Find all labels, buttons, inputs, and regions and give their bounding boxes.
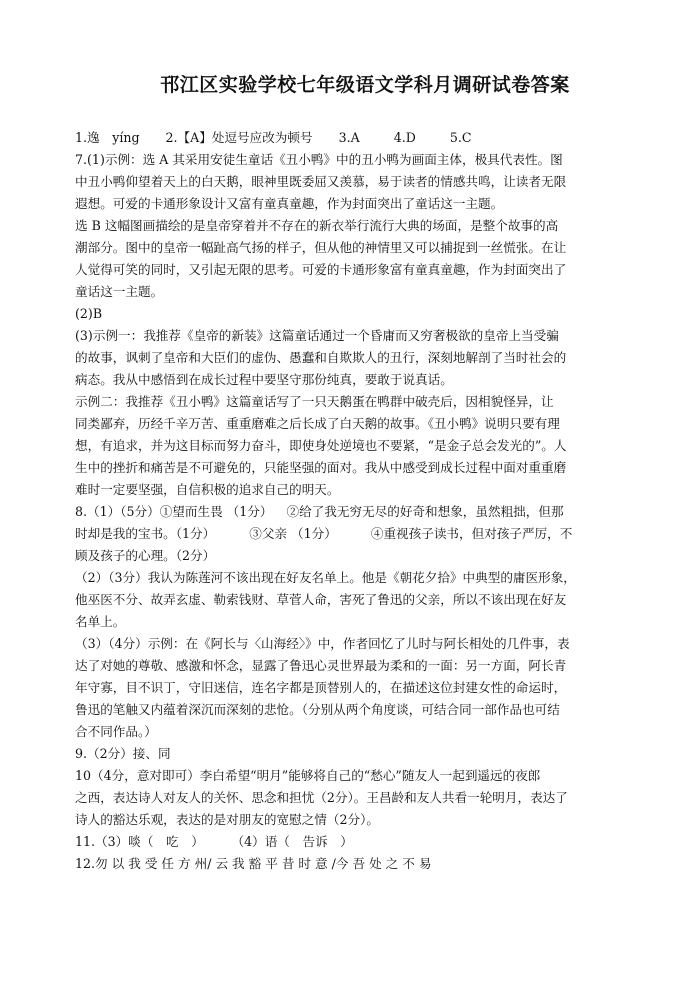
q8-part1-item4: ④重视孩子读书，但对孩子严厉，不: [370, 526, 573, 541]
text-line: 的故事，讽刺了皇帝和大臣们的虚伪、愚蠢和自欺欺人的丑行，深刻地解剖了当时社会的: [75, 350, 567, 365]
text-line: 他巫医不分、故弄玄虚、勒索钱财、草菅人命，害死了鲁迅的父亲，所以不该出现在好友: [75, 592, 567, 607]
text-line: 童话这一主题。: [75, 284, 164, 299]
text-line: 遐想。可爱的卡通形象设计又富有童真童趣，作为封面突出了童话这一主题。: [75, 196, 504, 211]
text-line: （2）（3分）我认为陈莲河不该出现在好友名单上。他是《朝花夕拾》中典型的庸医形象，: [75, 570, 576, 585]
text-line: 合不同作品。）: [75, 724, 157, 739]
text-line: [75, 501, 641, 523]
text-line: 中丑小鸭仰望着天上的白天鹅，眼神里既委屈又羡慕，易于读者的情感共鸣，让读者无限: [75, 174, 567, 189]
text-line: 年守寡，目不识丁，守旧迷信，连名字都是顶替别人的，在描述这位封建女性的命运时，: [75, 680, 567, 695]
answer-q10: [75, 765, 641, 831]
text-line: 人觉得可笑的同时，又引起无限的思考。可爱的卡通形象富有童真童趣，作为封面突出了: [75, 262, 567, 277]
text-line: 10（4分，意对即可）李白希望“明月”能够将自己的“愁心”随友人一起到遥远的夜郎: [75, 768, 541, 783]
q11-item3: 11.（3）啖（ 吃 ）: [75, 834, 204, 849]
answer-q7: [75, 149, 641, 501]
q8-part1-item2-cont: 时却是我的宝书。（1分）: [75, 526, 216, 541]
q11-item4: （4）语（ 告诉 ）: [237, 834, 353, 849]
text-line: 选 B 这幅图画描绘的是皇帝穿着并不存在的新衣举行流行大典的场面，是整个故事的高: [75, 218, 559, 233]
text-line: 病态。我从中感悟到在成长过程中要坚守那份纯真，要敢于说真话。: [75, 372, 453, 387]
answers-q1-q5: [75, 127, 641, 149]
answer-q3: 3.A: [338, 130, 360, 145]
answer-q5: 5.C: [449, 130, 472, 145]
text-line: 之西，表达诗人对友人的关怀、思念和担忧（2分）。王昌龄和友人共看一轮明月，表达了: [75, 790, 568, 805]
page-title: 邗江区实验学校七年级语文学科月调研试卷答案: [160, 74, 570, 96]
text-line: 示例二：我推荐《丑小鸭》这篇童话写了一只天鹅蛋在鸭群中破壳后，因相貌怪异，让: [75, 394, 554, 409]
text-line: （3）（4分）示例：在《阿长与〈山海经〉》中，作者回忆了儿时与阿长相处的几件事，表: [75, 636, 570, 651]
text-line: (2)B: [75, 306, 103, 321]
text-line: 名单上。: [75, 614, 126, 629]
text-line: [75, 523, 641, 545]
text-line: 达了对她的尊敬、感激和怀念，显露了鲁迅心灵世界最为柔和的一面：另一方面，阿长青: [75, 658, 567, 673]
answer-q8: [75, 501, 641, 743]
text-line: 同类鄙弃，历经千辛万苦、重重磨难之后长成了白天鹅的故事。《丑小鸭》说明只要有理: [75, 416, 560, 431]
answer-q11: [75, 831, 641, 853]
text-line: 潮部分。图中的皇帝一幅趾高气扬的样子，但从他的神情里又可以捕捉到一丝慌张。在让: [75, 240, 567, 255]
text-line: 难时一定要坚强，自信积极的追求自己的明天。: [75, 482, 340, 497]
q8-part1-item1: 8.（1）（5分）①望而生畏 （1分）: [75, 504, 273, 519]
text-line: 诗人的豁达乐观，表达的是对朋友的宽慰之情（2分）。: [75, 812, 379, 827]
text-line: 7.(1)示例：选 A 其采用安徒生童话《丑小鸭》中的丑小鸭为画面主体，极具代表性。图: [75, 152, 563, 167]
text-line: 想，有追求，并为这目标而努力奋斗，即使身处逆境也不要紧，“是金子总会发光的”。人: [75, 438, 567, 453]
answer-q4: 4.D: [393, 130, 416, 145]
answer-q9: 9.（2分）接、同: [75, 746, 171, 761]
answer-q12: 12.勿 以 我 受 任 方 州/ 云 我 豁 平 昔 时 意 /今 吾 处 之 不 易: [75, 856, 432, 871]
answer-q1: 1.逸 yíng: [75, 130, 140, 145]
q8-part1-item2: ②给了我无穷无尽的好奇和想象，虽然粗拙，但那: [286, 504, 564, 519]
text-line: 顾及孩子的心理。（2分）: [75, 548, 216, 563]
text-line: 鲁迅的笔触又内蕴着深沉而深刻的悲怆。（分别从两个角度谈，可结合同一部作品也可结: [75, 702, 560, 717]
answer-q2: 2.【A】处逗号应改为顿号: [165, 130, 313, 145]
text-line: (3)示例一：我推荐《皇帝的新装》这篇童话通过一个昏庸而又穷奢极欲的皇帝上当受骗: [75, 328, 559, 343]
text-line: 生中的挫折和痛苦是不可避免的，只能坚强的面对。我从中感受到成长过程中面对重重磨: [75, 460, 567, 475]
q8-part1-item3: ③父亲 （1分）: [249, 526, 337, 541]
